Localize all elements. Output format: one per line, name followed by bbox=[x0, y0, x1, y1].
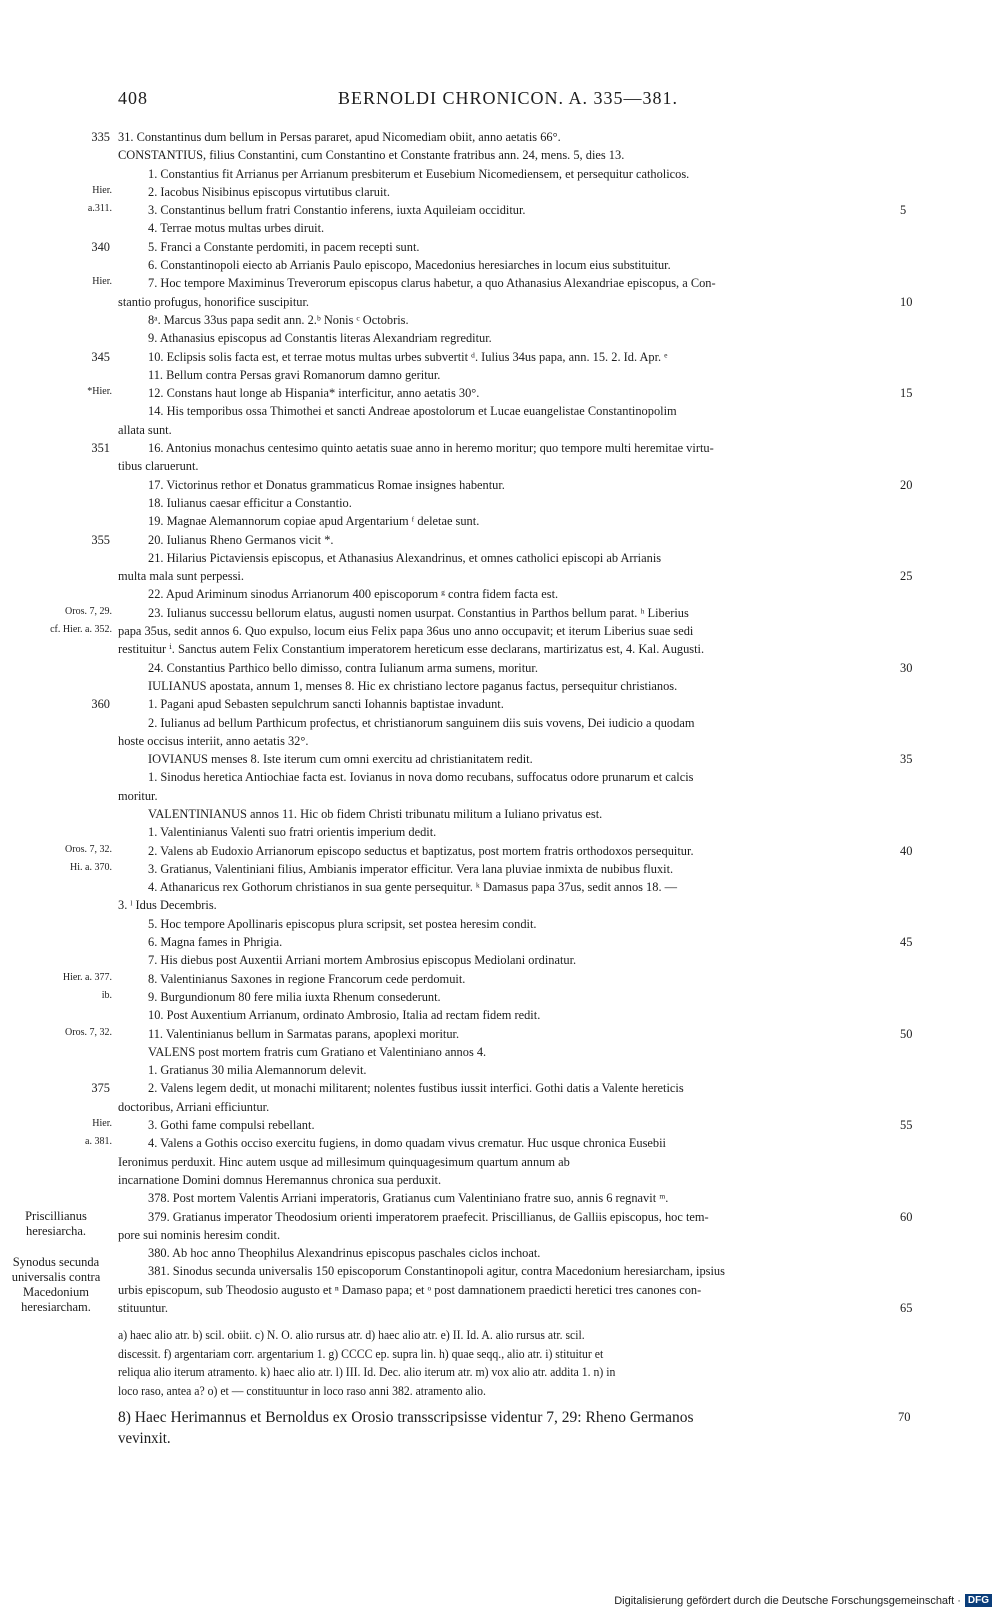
editorial-note-line bbox=[118, 1408, 918, 1429]
chronicle-line bbox=[0, 366, 1000, 384]
running-title: BERNOLDI CHRONICON. A. 335—381. bbox=[338, 88, 679, 108]
chronicle-line bbox=[0, 348, 1000, 366]
year-marker: 355 bbox=[91, 532, 110, 547]
chronicle-line bbox=[0, 274, 1000, 292]
line-text: 1. Sinodus heretica Antiochiae facta est. Iovianus in nova domo recubans, suffocatus odore prunarum et calcis bbox=[148, 770, 694, 785]
line-number: 25 bbox=[900, 569, 913, 584]
chronicle-line bbox=[0, 439, 1000, 457]
source-note: Hier. bbox=[92, 276, 112, 288]
chronicle-line bbox=[0, 1208, 1000, 1226]
line-text: 1. Pagani apud Sebasten sepulchrum sancti Iohannis baptistae invadunt. bbox=[148, 697, 504, 712]
chronicle-line bbox=[0, 128, 1000, 146]
line-text: 12. Constans haut longe ab Hispania* interficitur, anno aetatis 30°. bbox=[148, 386, 480, 401]
chronicle-line bbox=[0, 695, 1000, 713]
line-text: pore sui nominis heresim condit. bbox=[118, 1227, 281, 1242]
line-number: 20 bbox=[900, 477, 913, 492]
chronicle-line bbox=[0, 878, 1000, 896]
chronicle-line bbox=[0, 842, 1000, 860]
line-text: 1. Gratianus 30 milia Alemannorum delevit. bbox=[148, 1063, 367, 1078]
line-text: Ieronimus perduxit. Hinc autem usque ad millesimum quinquagesimum quartum annum ab bbox=[118, 1154, 570, 1169]
editorial-note-text: 8) Haec Herimannus et Bernoldus ex Orosio transscripsisse videntur 7, 29: Rheno Germanos bbox=[118, 1409, 694, 1426]
line-text: 7. Hoc tempore Maximinus Treverorum episcopus clarus habetur, a quo Athanasius Alexandriae episcopus, a Con- bbox=[148, 276, 716, 291]
line-text: 2. Valens ab Eudoxio Arrianorum episcopo seductus et baptizatus, post mortem fratris orthodoxos persequitur. bbox=[148, 843, 694, 858]
line-text: 6. Constantinopoli eiecto ab Arrianis Paulo episcopo, Macedonius heresiarches in locum eius substituitur. bbox=[148, 258, 671, 273]
page-number: 408 bbox=[118, 88, 148, 108]
line-text: 5. Franci a Constante perdomiti, in pacem recepti sunt. bbox=[148, 239, 420, 254]
line-number: 45 bbox=[900, 935, 913, 950]
chronicle-line bbox=[0, 1244, 1000, 1262]
source-note: Hier. bbox=[92, 1118, 112, 1130]
chronicle-line bbox=[0, 750, 1000, 768]
chronicle-line bbox=[0, 1006, 1000, 1024]
chronicle-line bbox=[0, 402, 1000, 420]
line-text: 11. Bellum contra Persas gravi Romanorum damno geritur. bbox=[148, 367, 441, 382]
source-note: Hier. a. 377. bbox=[62, 971, 112, 983]
chronicle-line bbox=[0, 183, 1000, 201]
chronicle-line bbox=[0, 1043, 1000, 1061]
source-note: a.311. bbox=[87, 203, 112, 215]
source-note: *Hier. bbox=[87, 386, 112, 398]
line-number: 15 bbox=[900, 386, 913, 401]
chronicle-line bbox=[0, 933, 1000, 951]
source-note: Oros. 7, 32. bbox=[65, 1026, 112, 1038]
chronicle-line bbox=[0, 1153, 1000, 1171]
chronicle-line bbox=[0, 1281, 1000, 1299]
line-text: 1. Valentinianus Valenti suo fratri orientis imperium dedit. bbox=[148, 825, 437, 840]
chronicle-line bbox=[0, 421, 1000, 439]
line-text: 3. ˡ Idus Decembris. bbox=[118, 898, 217, 913]
line-text: 3. Constantinus bellum fratri Constantio inferens, iuxta Aquileiam occiditur. bbox=[148, 203, 526, 218]
chronicle-line bbox=[0, 238, 1000, 256]
year-marker: 345 bbox=[91, 349, 110, 364]
chronicle-line bbox=[0, 219, 1000, 237]
line-text: 8. Valentinianus Saxones in regione Francorum cede perdomuit. bbox=[148, 971, 466, 986]
chronicle-line bbox=[0, 567, 1000, 585]
line-text: 3. Gothi fame compulsi rebellant. bbox=[148, 1118, 315, 1133]
chronicle-line bbox=[0, 512, 1000, 530]
line-number: 70 bbox=[898, 1410, 911, 1424]
chronicle-line bbox=[0, 659, 1000, 677]
line-text: IULIANUS apostata, annum 1, menses 8. Hic ex christiano lectore paganus factus, persequitur christianos. bbox=[148, 678, 678, 693]
line-text: 9. Burgundionum 80 fere milia iuxta Rhenum consederunt. bbox=[148, 989, 441, 1004]
line-text: VALENS post mortem fratris cum Gratiano et Valentiniano annos 4. bbox=[148, 1044, 487, 1059]
chronicle-line bbox=[0, 1299, 1000, 1317]
line-text: moritur. bbox=[118, 788, 158, 803]
line-text: 2. Iulianus ad bellum Parthicum profectus, et christianorum sanguinem diis suis vovens, Dei iudicio a quodam bbox=[148, 715, 695, 730]
line-text: 10. Post Auxentium Arrianum, ordinato Ambrosio, Italia ad rectam fidem redit. bbox=[148, 1008, 541, 1023]
line-text: multa mala sunt perpessi. bbox=[118, 569, 244, 584]
chronicle-line bbox=[0, 146, 1000, 164]
page-header bbox=[118, 88, 938, 114]
line-text: incarnatione Domini domnus Heremannus chronica sua perduxit. bbox=[118, 1172, 442, 1187]
source-note: Oros. 7, 29. bbox=[65, 605, 112, 617]
line-number: 5 bbox=[900, 203, 907, 218]
chronicle-line bbox=[0, 165, 1000, 183]
line-text: 11. Valentinianus bellum in Sarmatas parans, apoplexi moritur. bbox=[148, 1026, 460, 1041]
line-text: 19. Magnae Alemannorum copiae apud Argentarium ᶠ deletae sunt. bbox=[148, 514, 480, 529]
footnotes bbox=[118, 1326, 918, 1400]
chronicle-line bbox=[0, 970, 1000, 988]
footnote-line: loco raso, antea a? o) et — constituuntur in loco raso anni 382. atramento alio. bbox=[118, 1383, 486, 1398]
digitization-credit bbox=[614, 1594, 992, 1607]
chronicle-line bbox=[0, 457, 1000, 475]
line-text: 23. Iulianus successu bellorum elatus, augusti nomen usurpat. Constantius in Parthos bellum parat. ʰ Liberius bbox=[148, 605, 689, 620]
line-text: 4. Terrae motus multas urbes diruit. bbox=[148, 221, 325, 236]
line-number: 35 bbox=[900, 752, 913, 767]
line-number: 60 bbox=[900, 1209, 913, 1224]
editorial-note bbox=[118, 1408, 918, 1450]
line-text: IOVIANUS menses 8. Iste iterum cum omni exercitu ad christianitatem redit. bbox=[148, 752, 533, 767]
chronicle-line bbox=[0, 640, 1000, 658]
chronicle-line bbox=[0, 585, 1000, 603]
line-text: 18. Iulianus caesar efficitur a Constantio. bbox=[148, 495, 352, 510]
source-note: cf. Hier. a. 352. bbox=[50, 624, 112, 636]
editorial-note-line: vevinxit. bbox=[118, 1430, 171, 1447]
line-text: restituitur ⁱ. Sanctus autem Felix Constantium imperatorem hereticum esse declarans, martirizatus est, 4. Kal. Augusti. bbox=[118, 642, 705, 657]
line-text: 7. His diebus post Auxentii Arriani mortem Ambrosius episcopus Mediolani ordinatur. bbox=[148, 953, 577, 968]
line-number: 65 bbox=[900, 1301, 913, 1315]
chronicle-line bbox=[0, 384, 1000, 402]
line-text: 9. Athanasius episcopus ad Constantis literas Alexandriam regreditur. bbox=[148, 331, 492, 346]
chronicle-line bbox=[0, 988, 1000, 1006]
line-text: 379. Gratianus imperator Theodosium orienti imperatorem praefecit. Priscillianus, de Galliis episcopus, hoc tem- bbox=[148, 1209, 709, 1224]
chronicle-line bbox=[0, 1116, 1000, 1134]
chronicle-line bbox=[0, 677, 1000, 695]
source-note: Oros. 7, 32. bbox=[65, 843, 112, 855]
chronicle-line bbox=[0, 787, 1000, 805]
line-text: doctoribus, Arriani efficiuntur. bbox=[118, 1099, 270, 1114]
chronicle-line bbox=[0, 823, 1000, 841]
dfg-logo: DFG bbox=[965, 1594, 992, 1607]
line-text: papa 35us, sedit annos 6. Quo expulso, locum eius Felix papa 36us uno anno occupavit; et iterum Liberius suae sedi bbox=[118, 624, 694, 639]
chronicle-line bbox=[0, 1189, 1000, 1207]
chronicle-line bbox=[0, 896, 1000, 914]
line-text: 22. Apud Ariminum sinodus Arrianorum 400 episcoporum ᵍ contra fidem facta est. bbox=[148, 587, 559, 602]
chronicle-line bbox=[0, 494, 1000, 512]
line-text: 380. Ab hoc anno Theophilus Alexandrinus episcopus paschales ciclos inchoat. bbox=[148, 1246, 541, 1261]
line-text: stituuntur. bbox=[118, 1301, 168, 1315]
chronicle-line bbox=[0, 1226, 1000, 1244]
source-note: Hier. bbox=[92, 184, 112, 196]
line-text: 2. Iacobus Nisibinus episcopus virtutibus claruit. bbox=[148, 184, 390, 199]
line-number: 40 bbox=[900, 843, 913, 858]
line-text: 4. Valens a Gothis occiso exercitu fugiens, in domo quadam vivus crematur. Huc usque chronica Eusebii bbox=[148, 1136, 666, 1151]
line-text: 17. Victorinus rethor et Donatus grammaticus Romae insignes habentur. bbox=[148, 477, 505, 492]
source-note: Hi. a. 370. bbox=[70, 861, 112, 873]
chronicle-line bbox=[0, 622, 1000, 640]
side-note-priscillianus: Priscillianus heresiarcha. bbox=[25, 1209, 87, 1238]
line-text: 16. Antonius monachus centesimo quinto aetatis suae anno in heremo moritur; quo tempore multi heremitae virtu- bbox=[148, 441, 714, 456]
chronicle-line bbox=[0, 1061, 1000, 1079]
chronicle-line bbox=[0, 329, 1000, 347]
line-text: 21. Hilarius Pictaviensis episcopus, et Athanasius Alexandrinus, et omnes catholici episcopi ab Arrianis bbox=[148, 550, 662, 565]
source-note: ib. bbox=[101, 989, 112, 1001]
chronicle-line bbox=[0, 476, 1000, 494]
chronicle-line bbox=[0, 1134, 1000, 1152]
line-text: 2. Valens legem dedit, ut monachi militarent; nolentes fustibus iussit interfici. Gothi datis a Valente hereticis bbox=[148, 1081, 684, 1096]
line-text: stantio profugus, honorifice suscipitur. bbox=[118, 294, 309, 309]
line-text: CONSTANTIUS, filius Constantini, cum Constantino et Constante fratribus ann. 24, mens. 5, dies 13. bbox=[118, 148, 625, 163]
year-marker: 360 bbox=[91, 697, 110, 712]
chronicle-line bbox=[0, 860, 1000, 878]
year-marker: 340 bbox=[91, 239, 110, 254]
footnote-line: a) haec alio atr. b) scil. obiit. c) N. O. alio rursus atr. d) haec alio atr. e) II. Id. A. alio rursus atr. scil. bbox=[118, 1328, 585, 1342]
chronicle-line bbox=[0, 256, 1000, 274]
line-text: hoste occisus interiit, anno aetatis 32°. bbox=[118, 733, 309, 748]
line-number: 50 bbox=[900, 1026, 913, 1041]
line-text: 378. Post mortem Valentis Arriani imperatoris, Gratianus cum Valentiniano fratre suo, annis 6 regnavit ᵐ. bbox=[148, 1191, 669, 1206]
line-text: 31. Constantinus dum bellum in Persas pararet, apud Nicomediam obiit, anno aetatis 66°. bbox=[118, 130, 561, 144]
year-marker: 351 bbox=[91, 441, 110, 456]
chronicle-line bbox=[0, 201, 1000, 219]
line-text: 14. His temporibus ossa Thimothei et sancti Andreae apostolorum et Lucae euangelistae Constantinopolim bbox=[148, 404, 677, 419]
chronicle-line bbox=[0, 1171, 1000, 1189]
chronicle-line bbox=[0, 732, 1000, 750]
chronicle-line bbox=[0, 714, 1000, 732]
chronicle-line bbox=[0, 531, 1000, 549]
line-text: 3. Gratianus, Valentiniani filius, Ambianis imperator efficitur. Vera lana pluviae inmixta de nubibus fluxit. bbox=[148, 861, 674, 876]
chronicle-line bbox=[0, 604, 1000, 622]
source-note: a. 381. bbox=[85, 1136, 112, 1148]
line-text: 10. Eclipsis solis facta est, et terrae motus multas urbes subvertit ᵈ. Iulius 34us papa, ann. 15. 2. Id. Apr. ᵉ bbox=[148, 349, 668, 364]
chronicle-text bbox=[0, 128, 1000, 1317]
chronicle-line bbox=[0, 293, 1000, 311]
chronicle-line bbox=[0, 1262, 1000, 1280]
year-marker: 375 bbox=[91, 1081, 110, 1096]
chronicle-line bbox=[0, 1098, 1000, 1116]
chronicle-line bbox=[0, 311, 1000, 329]
chronicle-line bbox=[0, 768, 1000, 786]
year-marker: 335 bbox=[91, 130, 110, 144]
line-text: tibus claruerunt. bbox=[118, 459, 199, 474]
chronicle-line bbox=[0, 549, 1000, 567]
line-number: 10 bbox=[900, 294, 913, 309]
line-text: 24. Constantius Parthico bello dimisso, contra Iulianum arma sumens, moritur. bbox=[148, 660, 538, 675]
line-text: 8ᵃ. Marcus 33us papa sedit ann. 2.ᵇ Nonis ᶜ Octobris. bbox=[148, 312, 409, 327]
chronicle-line bbox=[0, 915, 1000, 933]
line-text: 1. Constantius fit Arrianus per Arrianum presbiterum et Eusebium Nicomediensem, et persequitur catholicos. bbox=[148, 166, 690, 181]
line-text: 381. Sinodus secunda universalis 150 episcoporum Constantinopoli agitur, contra Macedonium heresiarcham, ipsius bbox=[148, 1264, 725, 1279]
footnote-line: reliqua alio iterum atramento. k) haec alio atr. l) III. Id. Dec. alio iterum atr. m) vox alio atr. addita 1. n) in bbox=[118, 1365, 616, 1380]
line-text: 4. Athanaricus rex Gothorum christianos in sua gente persequitur. ᵏ Damasus papa 37us, sedit annos 18. — bbox=[148, 880, 678, 895]
chronicle-line bbox=[0, 1079, 1000, 1097]
line-text: VALENTINIANUS annos 11. Hic ob fidem Christi tribunatu militum a Iuliano privatus est. bbox=[148, 806, 603, 821]
side-note-synodus: Synodus secunda universalis contra Macedonium heresiarcham. bbox=[11, 1255, 101, 1314]
line-text: 20. Iulianus Rheno Germanos vicit *. bbox=[148, 532, 334, 547]
chronicle-line bbox=[0, 805, 1000, 823]
line-text: allata sunt. bbox=[118, 422, 172, 437]
chronicle-line bbox=[0, 1025, 1000, 1043]
chronicle-line bbox=[0, 951, 1000, 969]
credit-text: Digitalisierung gefördert durch die Deutsche Forschungsgemeinschaft · bbox=[614, 1594, 961, 1607]
line-number: 55 bbox=[900, 1118, 913, 1133]
line-number: 30 bbox=[900, 660, 913, 675]
line-text: 5. Hoc tempore Apollinaris episcopus plura scripsit, set postea heresim condit. bbox=[148, 916, 537, 931]
footnote-line: discessit. f) argentariam corr. argentarium 1. g) CCCC ep. supra lin. h) quae seqq., alio atr. i) stituitur et bbox=[118, 1346, 604, 1361]
line-text: 6. Magna fames in Phrigia. bbox=[148, 935, 283, 950]
line-text: urbis episcopum, sub Theodosio augusto et ⁿ Damaso papa; et ᵒ post damnationem praedicti heretici tres canones con- bbox=[118, 1282, 702, 1297]
